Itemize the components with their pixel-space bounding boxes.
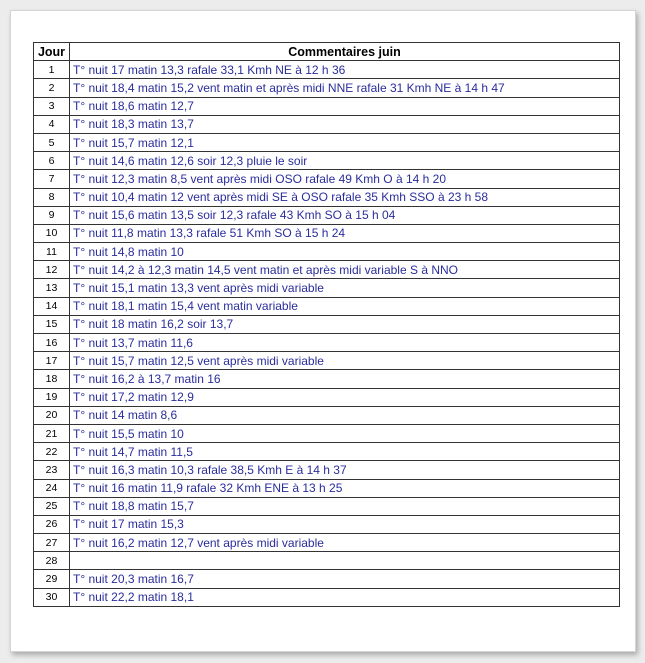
- day-cell: 16: [34, 334, 70, 352]
- comment-cell: T° nuit 18,8 matin 15,7: [70, 497, 620, 515]
- day-cell: 15: [34, 315, 70, 333]
- day-cell: 20: [34, 406, 70, 424]
- table-row: [34, 79, 620, 97]
- day-cell: 2: [34, 79, 70, 97]
- table-row: [34, 243, 620, 261]
- comment-cell: T° nuit 17 matin 15,3: [70, 515, 620, 533]
- day-cell: 25: [34, 497, 70, 515]
- comment-cell: T° nuit 14,2 à 12,3 matin 14,5 vent matin et après midi variable S à NNO: [70, 261, 620, 279]
- comment-cell: T° nuit 16 matin 11,9 rafale 32 Kmh ENE à 13 h 25: [70, 479, 620, 497]
- table-row: [34, 224, 620, 242]
- day-cell: 1: [34, 61, 70, 79]
- table-row: [34, 315, 620, 333]
- table-row: [34, 61, 620, 79]
- comment-cell: T° nuit 16,2 à 13,7 matin 16: [70, 370, 620, 388]
- table-row: [34, 97, 620, 115]
- table-row: [34, 188, 620, 206]
- comment-cell: T° nuit 18,4 matin 15,2 vent matin et après midi NNE rafale 31 Kmh NE à 14 h 47: [70, 79, 620, 97]
- day-cell: 11: [34, 243, 70, 261]
- comment-cell: T° nuit 17,2 matin 12,9: [70, 388, 620, 406]
- header-comment: Commentaires juin: [70, 43, 620, 61]
- table-body: [34, 61, 620, 607]
- table-row: [34, 479, 620, 497]
- comment-cell: T° nuit 12,3 matin 8,5 vent après midi OSO rafale 49 Kmh O à 14 h 20: [70, 170, 620, 188]
- day-cell: 27: [34, 534, 70, 552]
- day-cell: 8: [34, 188, 70, 206]
- table-row: [34, 443, 620, 461]
- day-cell: 18: [34, 370, 70, 388]
- comment-cell: T° nuit 11,8 matin 13,3 rafale 51 Kmh SO à 15 h 24: [70, 224, 620, 242]
- comment-cell: T° nuit 14,7 matin 11,5: [70, 443, 620, 461]
- table-row: [34, 406, 620, 424]
- day-cell: 6: [34, 152, 70, 170]
- comment-cell: T° nuit 16,3 matin 10,3 rafale 38,5 Kmh E à 14 h 37: [70, 461, 620, 479]
- table-row: [34, 115, 620, 133]
- table-row: [34, 297, 620, 315]
- table-row: [34, 133, 620, 151]
- day-cell: 14: [34, 297, 70, 315]
- comment-cell: T° nuit 13,7 matin 11,6: [70, 334, 620, 352]
- day-cell: 29: [34, 570, 70, 588]
- comment-cell: T° nuit 16,2 matin 12,7 vent après midi variable: [70, 534, 620, 552]
- day-cell: 5: [34, 133, 70, 151]
- table-row: [34, 534, 620, 552]
- table-row: [34, 497, 620, 515]
- comment-cell: T° nuit 15,6 matin 13,5 soir 12,3 rafale 43 Kmh SO à 15 h 04: [70, 206, 620, 224]
- table-row: [34, 334, 620, 352]
- table-row: [34, 152, 620, 170]
- table-row: [34, 515, 620, 533]
- comment-cell: T° nuit 15,7 matin 12,1: [70, 133, 620, 151]
- table-row: [34, 570, 620, 588]
- day-cell: 13: [34, 279, 70, 297]
- comment-cell: T° nuit 18,1 matin 15,4 vent matin variable: [70, 297, 620, 315]
- comment-cell: T° nuit 17 matin 13,3 rafale 33,1 Kmh NE à 12 h 36: [70, 61, 620, 79]
- day-cell: 12: [34, 261, 70, 279]
- day-cell: 7: [34, 170, 70, 188]
- table-row: [34, 279, 620, 297]
- comment-cell: [70, 552, 620, 570]
- day-cell: 9: [34, 206, 70, 224]
- comment-cell: T° nuit 20,3 matin 16,7: [70, 570, 620, 588]
- comment-cell: T° nuit 15,1 matin 13,3 vent après midi variable: [70, 279, 620, 297]
- table-row: [34, 588, 620, 606]
- day-cell: 19: [34, 388, 70, 406]
- day-cell: 30: [34, 588, 70, 606]
- weather-comments-table: [33, 42, 620, 607]
- day-cell: 10: [34, 224, 70, 242]
- header-day: Jour: [34, 43, 70, 61]
- table-row: [34, 388, 620, 406]
- day-cell: 28: [34, 552, 70, 570]
- comment-cell: T° nuit 14,6 matin 12,6 soir 12,3 pluie le soir: [70, 152, 620, 170]
- table-row: [34, 261, 620, 279]
- day-cell: 26: [34, 515, 70, 533]
- day-cell: 22: [34, 443, 70, 461]
- comment-cell: T° nuit 18,6 matin 12,7: [70, 97, 620, 115]
- comment-cell: T° nuit 14 matin 8,6: [70, 406, 620, 424]
- table-row: [34, 206, 620, 224]
- day-cell: 23: [34, 461, 70, 479]
- table-header-row: [34, 43, 620, 61]
- day-cell: 17: [34, 352, 70, 370]
- table-row: [34, 170, 620, 188]
- day-cell: 21: [34, 424, 70, 442]
- table-row: [34, 370, 620, 388]
- comment-cell: T° nuit 15,7 matin 12,5 vent après midi variable: [70, 352, 620, 370]
- comment-cell: T° nuit 14,8 matin 10: [70, 243, 620, 261]
- table-row: [34, 461, 620, 479]
- comment-cell: T° nuit 18 matin 16,2 soir 13,7: [70, 315, 620, 333]
- table-row: [34, 352, 620, 370]
- day-cell: 24: [34, 479, 70, 497]
- day-cell: 3: [34, 97, 70, 115]
- table-row: [34, 424, 620, 442]
- document-sheet: [10, 10, 636, 652]
- comment-cell: T° nuit 18,3 matin 13,7: [70, 115, 620, 133]
- comment-cell: T° nuit 15,5 matin 10: [70, 424, 620, 442]
- day-cell: 4: [34, 115, 70, 133]
- comment-cell: T° nuit 10,4 matin 12 vent après midi SE à OSO rafale 35 Kmh SSO à 23 h 58: [70, 188, 620, 206]
- table-row: [34, 552, 620, 570]
- comment-cell: T° nuit 22,2 matin 18,1: [70, 588, 620, 606]
